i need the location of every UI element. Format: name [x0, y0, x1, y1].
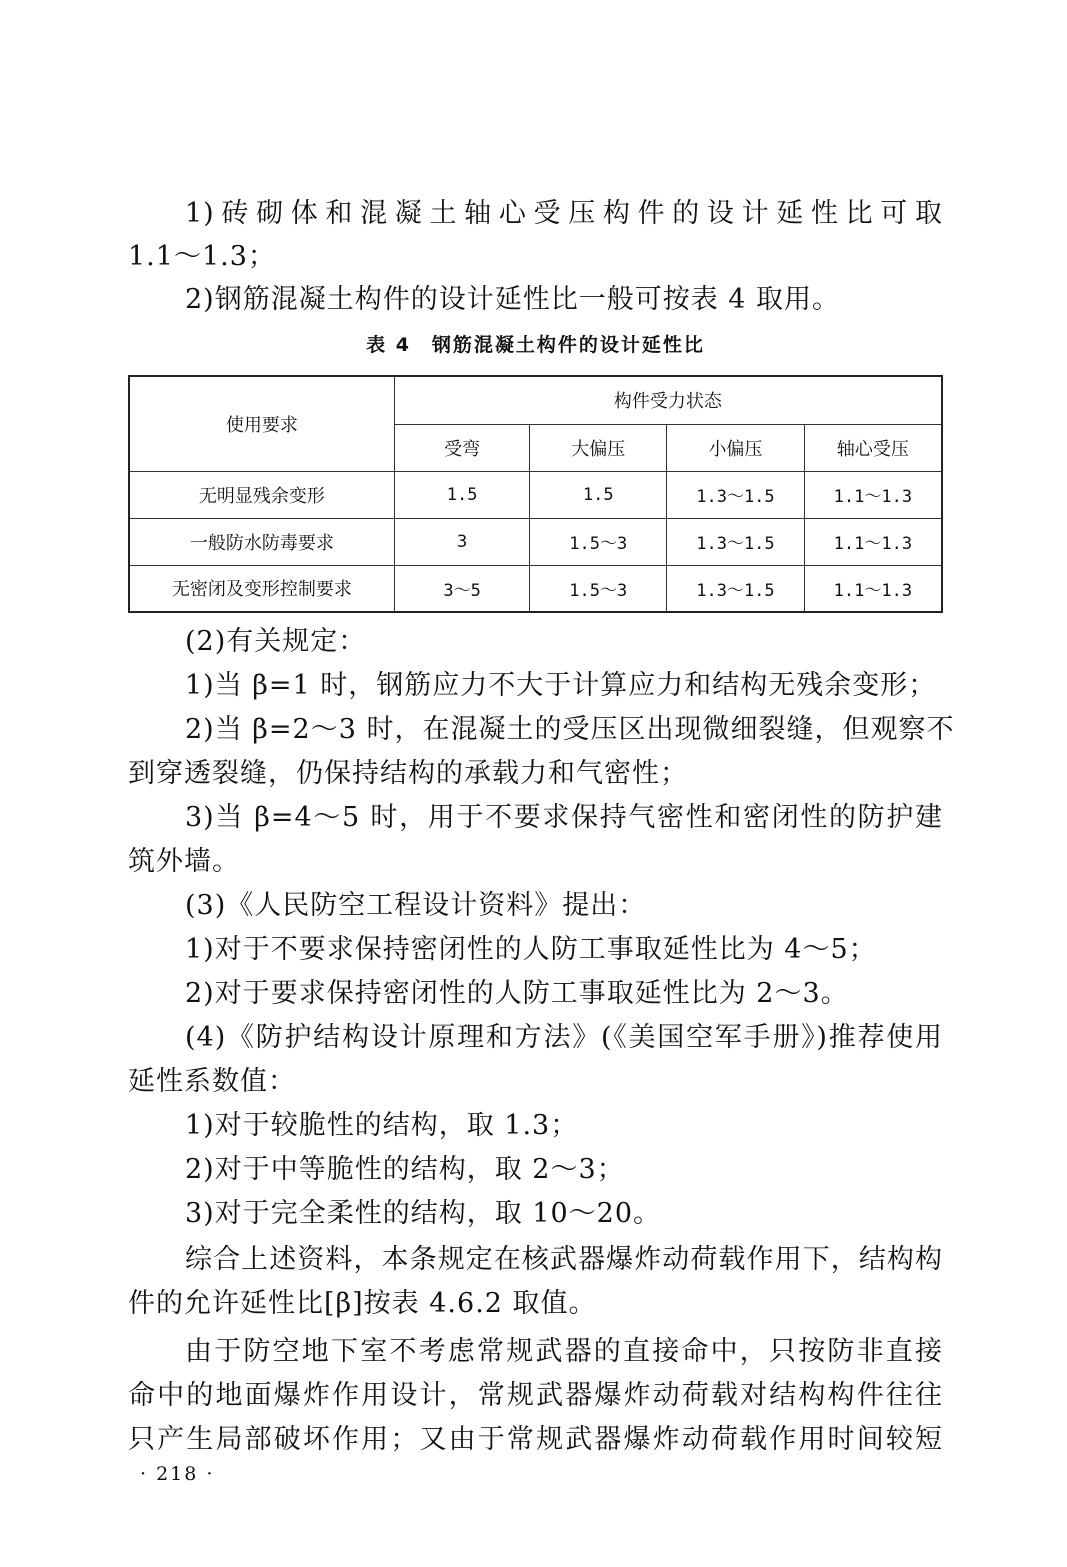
table-row: [129, 565, 942, 612]
paragraph-line: 2)对于中等脆性的结构，取 2～3；: [185, 1154, 625, 1185]
table-cell: 1.3～1.5: [667, 565, 805, 612]
table-row: [129, 518, 942, 565]
subheader-bending: 受弯: [394, 424, 530, 471]
paragraph-line: 2)钢筋混凝土构件的设计延性比一般可按表 4 取用。: [185, 284, 841, 315]
paragraph-line: 综合上述资料，本条规定在核武器爆炸动荷载作用下，结构构: [185, 1244, 943, 1275]
table-cell: 1.5: [530, 471, 667, 518]
paragraph-line: (2)有关规定：: [185, 626, 367, 657]
ductility-table: [128, 375, 943, 613]
table-cell: 1.3～1.5: [667, 518, 805, 565]
header-use-requirement: 使用要求: [129, 376, 394, 471]
paragraph-line: 命中的地面爆炸作用设计，常规武器爆炸动荷载对结构构件往往: [128, 1380, 943, 1411]
paragraph-line: 1)对于较脆性的结构，取 1.3；: [185, 1110, 579, 1141]
page-number: · 218 ·: [140, 1463, 215, 1485]
paragraph-line: 2)当 β=2～3 时，在混凝土的受压区出现微细裂缝，但观察不: [185, 714, 955, 745]
paragraph-line: 只产生局部破坏作用；又由于常规武器爆炸动荷载作用时间较短: [128, 1424, 943, 1455]
row-label: 一般防水防毒要求: [129, 518, 394, 565]
paragraph-line: 1)当 β=1 时，钢筋应力不大于计算应力和结构无残余变形；: [185, 670, 937, 701]
paragraph-line: 筑外墙。: [128, 846, 240, 877]
paragraph-line: (4)《防护结构设计原理和方法》(《美国空军手册》)推荐使用: [185, 1022, 943, 1053]
paragraph-line: 延性系数值：: [128, 1066, 296, 1097]
table-cell: 1.5～3: [530, 565, 667, 612]
subheader-small-eccentric: 小偏压: [667, 424, 805, 471]
table-cell: 1.1～1.3: [804, 565, 942, 612]
table-cell: 1.5: [394, 471, 530, 518]
table-caption: 表 4 钢筋混凝土构件的设计延性比: [366, 334, 705, 356]
row-label: 无明显残余变形: [129, 471, 394, 518]
paragraph-line: 件的允许延性比[β]按表 4.6.2 取值。: [128, 1288, 597, 1319]
paragraph-line: 2)对于要求保持密闭性的人防工事取延性比为 2～3。: [185, 978, 849, 1009]
paragraph-line: 3)对于完全柔性的结构，取 10～20。: [185, 1198, 662, 1229]
paragraph-line: (3)《人民防空工程设计资料》提出：: [185, 890, 647, 921]
table-row: [129, 471, 942, 518]
paragraph-line: 1)对于不要求保持密闭性的人防工事取延性比为 4～5；: [185, 934, 877, 965]
paragraph-line: 1)砖砌体和混凝土轴心受压构件的设计延性比可取: [185, 198, 943, 229]
table-cell: 1.5～3: [530, 518, 667, 565]
subheader-axial: 轴心受压: [804, 424, 942, 471]
paragraph-line: 1.1～1.3；: [128, 241, 276, 272]
row-label: 无密闭及变形控制要求: [129, 565, 394, 612]
subheader-large-eccentric: 大偏压: [530, 424, 667, 471]
table-cell: 1.1～1.3: [804, 471, 942, 518]
table-cell: 3: [394, 518, 530, 565]
table-cell: 3～5: [394, 565, 530, 612]
table-cell: 1.1～1.3: [804, 518, 942, 565]
paragraph-line: 3)当 β=4～5 时，用于不要求保持气密性和密闭性的防护建: [185, 802, 943, 833]
paragraph-line: 由于防空地下室不考虑常规武器的直接命中，只按防非直接: [185, 1336, 943, 1367]
paragraph-line: 到穿透裂缝，仍保持结构的承载力和气密性；: [128, 758, 688, 789]
table-cell: 1.3～1.5: [667, 471, 805, 518]
header-force-state: 构件受力状态: [394, 376, 942, 424]
